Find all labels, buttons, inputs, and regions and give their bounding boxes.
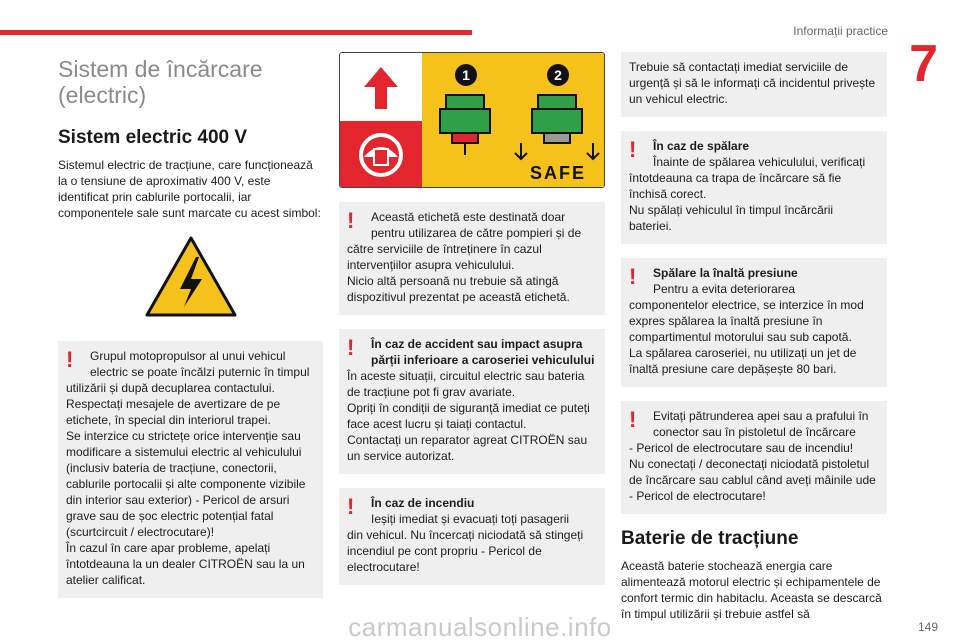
battery-section-text: Această baterie stochează energia care alimentează motorul electric și echipamentele de confort termic din habitaclu. Aceasta se descarcă în timpul utilizării și trebuie astfel să <box>621 558 882 621</box>
column-right <box>621 52 887 622</box>
exclamation-icon: ! <box>629 264 637 289</box>
warning-box-high-pressure: ! Spălare la înaltă presiune Pentru a evita deteriorarea componentelor electrice, se interzice în mod expres spălarea la înaltă presiune în compartimentul motorului sau sub capotă. La spălarea caroseriei, nu utilizați un jet de înaltă presiune care depășește 80 bari. <box>621 258 887 387</box>
page-number: 149 <box>917 620 938 634</box>
warning-box-fire: ! În caz de incendiu Ieșiți imediat și evacuați toți pasagerii din vehicul. Nu încercați niciodată să stingeți incendiul pe cont propriu - Pericol de electrocutare! <box>339 488 605 585</box>
exclamation-icon: ! <box>629 407 637 432</box>
subsection-title: Sistem electric 400 V <box>58 126 248 148</box>
warning-box-label-use: ! Această etichetă este destinată doar pentru utilizarea de către pompieri și de către serviciile de întreținere în cazul intervențiilor asupra vehiculului. Nicio altă persoană nu trebuie să atingă dispozitivul prezentat pe această etichetă. <box>339 202 605 315</box>
exclamation-icon: ! <box>347 494 355 519</box>
firefighter-label-image <box>339 52 605 188</box>
badge-2-label: 2 <box>554 67 562 83</box>
section-header: Informații practice <box>793 24 888 38</box>
warning-box-washing: ! În caz de spălare Înainte de spălarea vehiculului, verificați întotdeauna ca trapa de încărcare să fie închisă corect. Nu spălați vehiculul în timpul încărcării bateriei. <box>621 131 887 244</box>
warning-box-heat: ! Grupul motopropulsor al unui vehicul electric se poate încălzi puternic în timpul utilizării și după decuplarea contactului. Respectați mesajele de avertizare de pe etichete, în special din interiorul trapei. Se interzice cu strictețe orice intervenție sau modificare a sistemului electric al vehiculului (inclusiv bateria de tracțiune, conectorii, cablurile portocalii și alte componente vizibile din interior sau exterior) - Pericol de arsuri grave sau de șoc electric potențial fatal (scurtcircuit / electrocutare)! În cazul în care apar probleme, apelați întotdeauna la un dealer CITROËN sau la un atelier calificat. <box>58 341 323 598</box>
high-voltage-warning-icon <box>144 235 238 319</box>
battery-section-title: Baterie de tracțiune <box>621 528 799 549</box>
exclamation-icon: ! <box>629 137 637 162</box>
warning-box-accident: ! În caz de accident sau impact asupra părții inferioare a caroseriei vehiculului În aceste situații, circuitul electric sau bateria de tracțiune pot fi grav avariate. Opriți în condiții de siguranță imediat ce puteți face acest lucru și taiați contactul. Contactați un reparator agreat CITROËN sau un service autorizat. <box>339 329 605 474</box>
exclamation-icon: ! <box>347 208 355 233</box>
exclamation-icon: ! <box>66 346 74 372</box>
exclamation-icon: ! <box>347 335 355 360</box>
column-left <box>58 52 323 612</box>
badge-1-label: 1 <box>462 67 470 83</box>
emergency-note-box: Trebuie să contactați imediat serviciile de urgență și să le informați că incidentul privește un vehicul electric. <box>621 52 887 117</box>
header-accent-bar <box>0 30 472 35</box>
chapter-number: 7 <box>909 35 938 93</box>
column-middle <box>339 52 605 599</box>
safety-label-graphic <box>340 53 605 188</box>
warning-box-water-dust: ! Evitați pătrunderea apei sau a prafului în conector sau în pistoletul de încărcare - Pericol de electrocutare sau de incendiu! Nu conectați / deconectați niciodată pistoletul de încărcare sau cablul când aveți mâinile ude - Pericol de electrocutare! <box>621 401 887 514</box>
safe-text: SAFE <box>529 163 587 183</box>
intro-paragraph: Sistemul electric de tracțiune, care funcționează la o tensiune de aproximativ 400 V, este identificat prin cablurile portocalii, iar componentele sale sunt marcate cu acest simbol: <box>58 157 321 220</box>
watermark: carmanualsonline.info <box>348 612 612 640</box>
page-title: Sistem de încărcare (electric) <box>58 56 263 109</box>
